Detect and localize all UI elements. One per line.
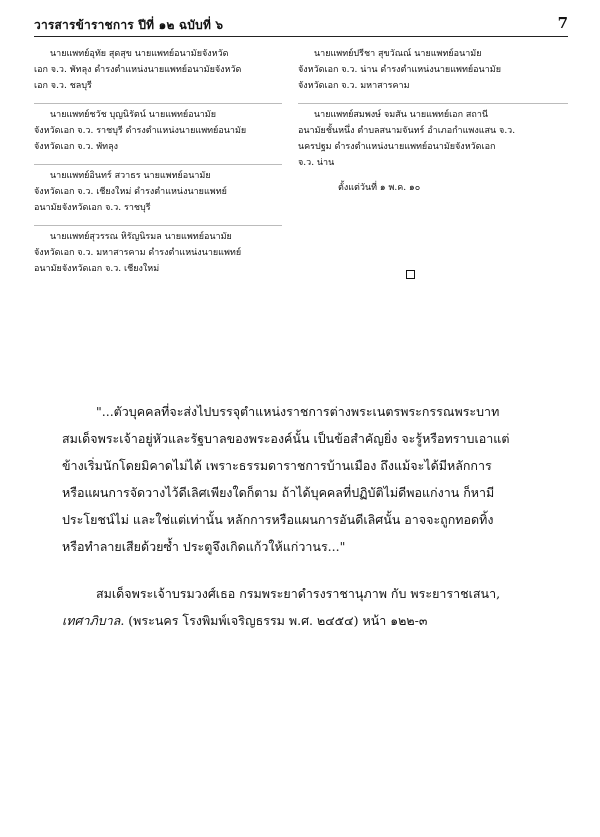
entry-line: จังหวัดเอก จ.ว. ราชบุรี ดำรงตำแหน่งนายแพทย์อนามัย: [34, 126, 247, 136]
appointment-entry: [34, 103, 282, 155]
appointment-entry: [34, 225, 282, 277]
quote-line: "...ตัวบุคคลที่จะส่งไปบรรจุตำแหน่งราชการต่างพระเนตรพระกรรณพระบาท: [96, 404, 500, 419]
entry-line: นายแพทย์ปรีชา สุขวัณณ์ นายแพทย์อนามัย: [314, 49, 482, 59]
quote-line: หรือทำลายเสียด้วยซ้ำ ประตูจึงเกิดแก้วให้แก่วานร...": [62, 539, 346, 554]
appointment-entry: [34, 46, 282, 94]
citation-work-title: เทศาภิบาล.: [62, 613, 125, 628]
citation-author: สมเด็จพระเจ้าบรมวงศ์เธอ กรมพระยาดำรงราชานุภาพ กับ พระยาราชเสนา,: [96, 586, 501, 601]
citation-publication: (พระนคร โรงพิมพ์เจริญธรรม พ.ศ. ๒๔๕๔) หน้า ๑๒๒-๓: [124, 613, 428, 628]
appointment-entry: [34, 164, 282, 216]
section-end-box-icon: [406, 270, 415, 279]
left-column: [34, 46, 282, 286]
entry-line: จังหวัดเอก จ.ว. น่าน ดำรงตำแหน่งนายแพทย์อนามัย: [298, 65, 501, 75]
entry-line: จังหวัดเอก จ.ว. เชียงใหม่ ดำรงตำแหน่งนายแพทย์: [34, 187, 227, 197]
entry-line: นครปฐม ดำรงตำแหน่งนายแพทย์อนามัยจังหวัดเอก: [298, 142, 496, 152]
entry-line: นายแพทย์สมพงษ์ จมสัน นายแพทย์เอก สถานี: [314, 110, 489, 120]
entry-line: จังหวัดเอก จ.ว. พัทลุง: [34, 142, 118, 152]
appointment-entry: [298, 103, 568, 171]
entry-line: เอก จ.ว. ชลบุรี: [34, 81, 92, 91]
entry-line: นายแพทย์ชวัช บุญนิรัตน์ นายแพทย์อนามัย: [50, 110, 217, 120]
entry-line: นายแพทย์อินทร์ สวาธร นายแพทย์อนามัย: [50, 171, 211, 181]
quote-line: ประโยชน์ไม่ และใช่แต่เท่านั้น หลักการหรือแผนการอันดีเลิศนั้น อาจจะถูกทอดทิ้ง: [62, 512, 494, 527]
quote-line: หรือแผนการจัดวางไว้ดีเลิศเพียงใดก็ตาม ถ้าได้บุคคลที่ปฏิบัติไม่ดีพอแก่งาน ก็หามี: [62, 485, 495, 500]
right-column: [298, 46, 568, 196]
entry-line: อนามัยจังหวัดเอก จ.ว. เชียงใหม่: [34, 264, 160, 274]
entry-line: จังหวัดเอก จ.ว. มหาสารคาม ดำรงตำแหน่งนายแพทย์: [34, 248, 242, 258]
entry-line: จังหวัดเอก จ.ว. มหาสารคาม: [298, 81, 410, 91]
journal-title: วารสารข้าราชการ ปีที่ ๑๒ ฉบับที่ ๖: [34, 18, 224, 32]
entry-line: จ.ว. น่าน: [298, 158, 335, 168]
entry-line: อนามัยจังหวัดเอก จ.ว. ราชบุรี: [34, 203, 151, 213]
page-number: 7: [557, 14, 568, 32]
quote-line: สมเด็จพระเจ้าอยู่หัวและรัฐบาลของพระองค์นั้น เป็นข้อสำคัญยิ่ง จะรู้หรือทราบเอาแต่: [62, 431, 510, 446]
entry-line: นายแพทย์อุทัย สุดสุข นายแพทย์อนามัยจังหวัด: [50, 49, 229, 59]
quote-line: ข้างเริ่มนักโดยมิคาดไม่ได้ เพราะธรรมดาราชการบ้านเมือง ถึงแม้จะได้มีหลักการ: [62, 458, 492, 473]
entry-line: เอก จ.ว. พัทลุง ดำรงตำแหน่งนายแพทย์อนามัยจังหวัด: [34, 65, 242, 75]
citation-source: [62, 607, 570, 634]
entry-line: อนามัยชั้นหนึ่ง ตำบลสนามจันทร์ อำเภอกำแพงแสน จ.ว.: [298, 126, 516, 136]
page-header: [34, 16, 568, 37]
appointment-entry: [298, 46, 568, 94]
quote-citation: [62, 580, 570, 634]
entry-line: นายแพทย์สุวรรณ หิรัญนิรมล นายแพทย์อนามัย: [50, 232, 232, 242]
effective-date: ตั้งแต่วันที่ ๑ พ.ค. ๑๐: [338, 183, 421, 193]
block-quote: [62, 398, 570, 560]
